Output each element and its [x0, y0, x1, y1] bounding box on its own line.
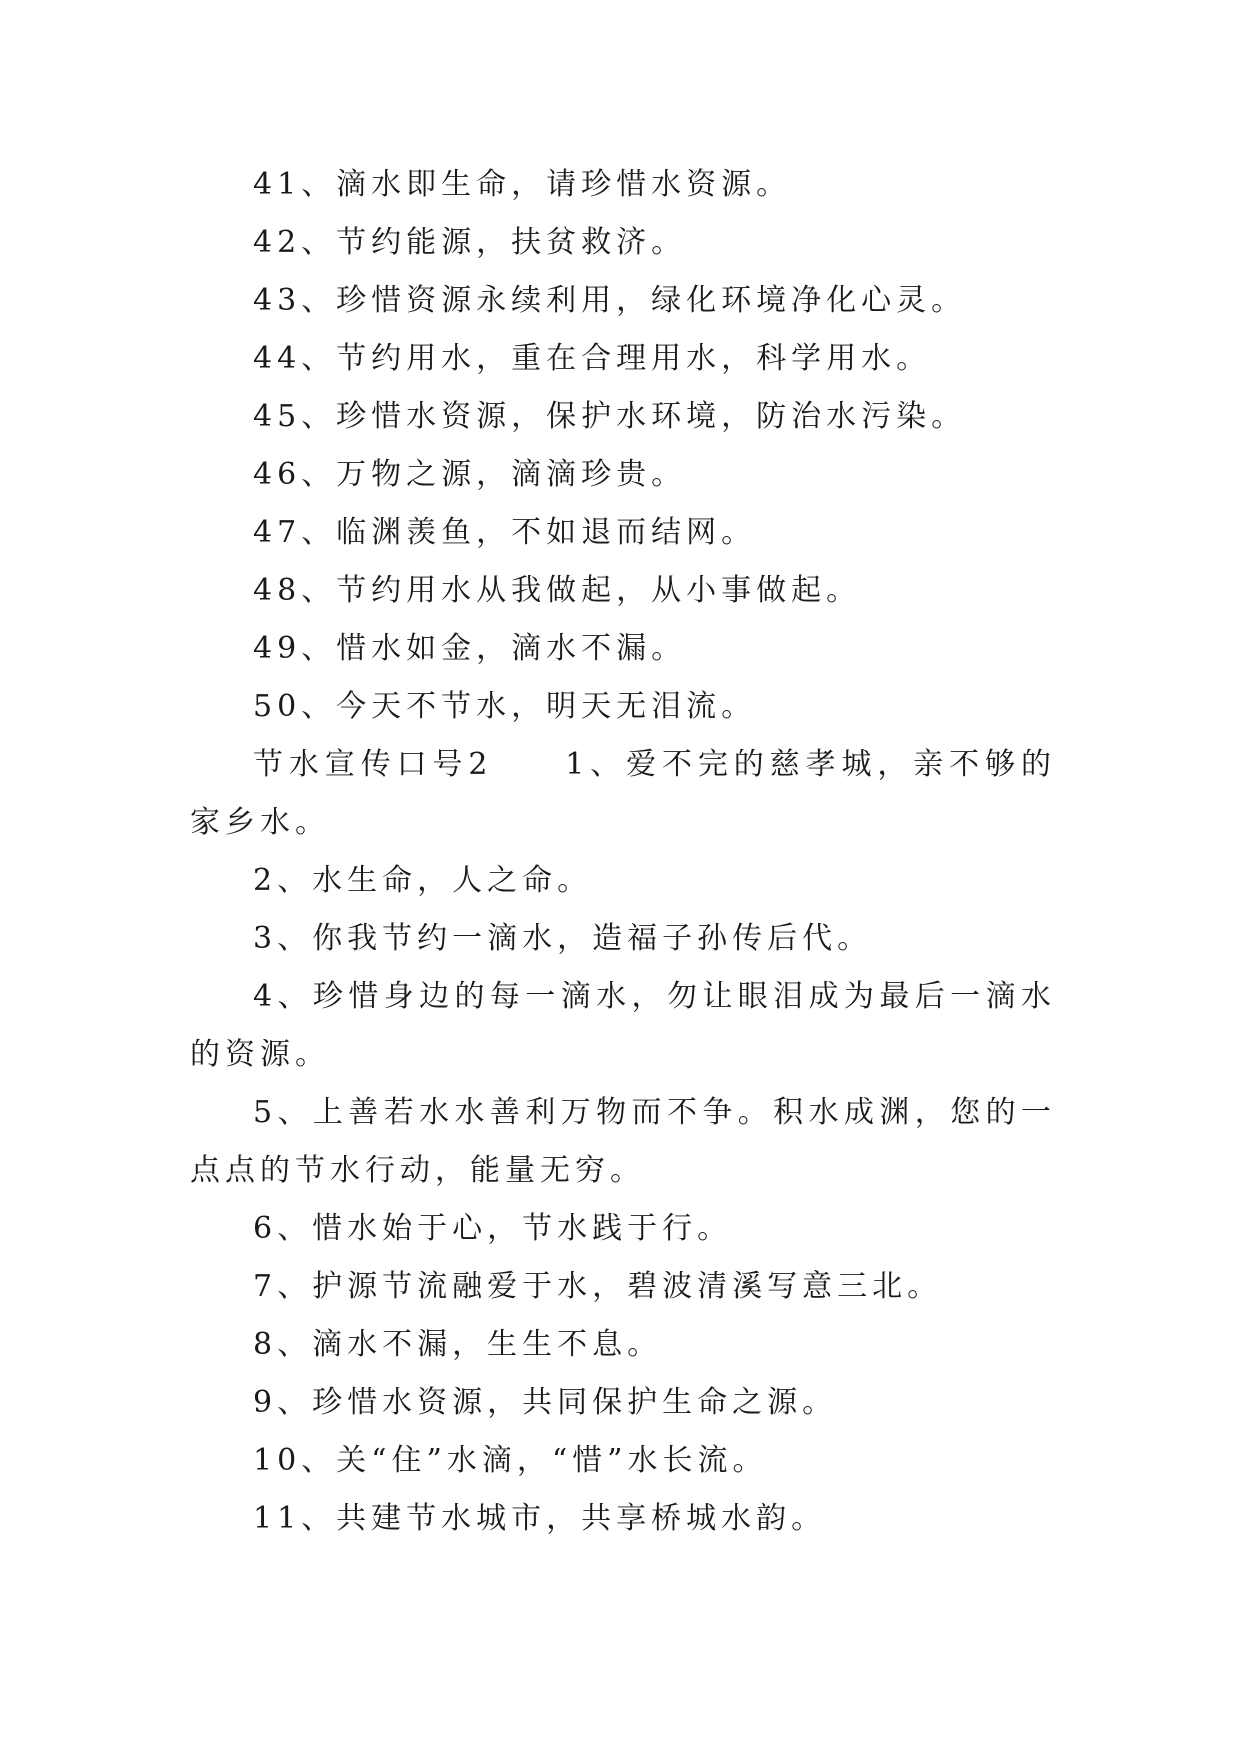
- paragraph-42: 42、节约能源，扶贫救济。: [253, 225, 687, 260]
- paragraph-43: 43、珍惜资源永续利用，绿化环境净化心灵。: [253, 283, 967, 318]
- paragraph-41: 41、滴水即生命，请珍惜水资源。: [253, 167, 792, 202]
- document-body: [190, 156, 1056, 1548]
- paragraph-50: 50、今天不节水，明天无泪流。: [253, 689, 757, 724]
- paragraph-48: 48、节约用水从我做起，从小事做起。: [253, 573, 862, 608]
- paragraph-49: 49、惜水如金，滴水不漏。: [253, 631, 687, 666]
- paragraph-4: 4、珍惜身边的每一滴水，勿让眼泪成为最后一滴水的资源。: [190, 979, 1056, 1072]
- paragraph-9: 9、珍惜水资源，共同保护生命之源。: [253, 1385, 838, 1420]
- paragraph-47: 47、临渊羡鱼，不如退而结网。: [253, 515, 757, 550]
- paragraph-2: 2、水生命，人之命。: [253, 863, 593, 898]
- paragraph-6: 6、惜水始于心，节水践于行。: [253, 1211, 733, 1246]
- paragraph-44: 44、节约用水，重在合理用水，科学用水。: [253, 341, 932, 376]
- paragraph-5: 5、上善若水水善利万物而不争。积水成渊，您的一点点的节水行动，能量无穷。: [190, 1095, 1056, 1188]
- paragraph-46: 46、万物之源，滴滴珍贵。: [253, 457, 687, 492]
- paragraph-10: 10、关“住”水滴，“惜”水长流。: [253, 1443, 768, 1478]
- paragraph-7: 7、护源节流融爱于水，碧波清溪写意三北。: [253, 1269, 943, 1304]
- paragraph-3: 3、你我节约一滴水，造福子孙传后代。: [253, 921, 873, 956]
- section-heading-paragraph: 节水宣传口号2 1、爱不完的慈孝城，亲不够的家乡水。: [190, 747, 1056, 840]
- paragraph-11: 11、共建节水城市，共享桥城水韵。: [253, 1501, 827, 1536]
- paragraph-8: 8、滴水不漏，生生不息。: [253, 1327, 663, 1362]
- paragraph-45: 45、珍惜水资源，保护水环境，防治水污染。: [253, 399, 967, 434]
